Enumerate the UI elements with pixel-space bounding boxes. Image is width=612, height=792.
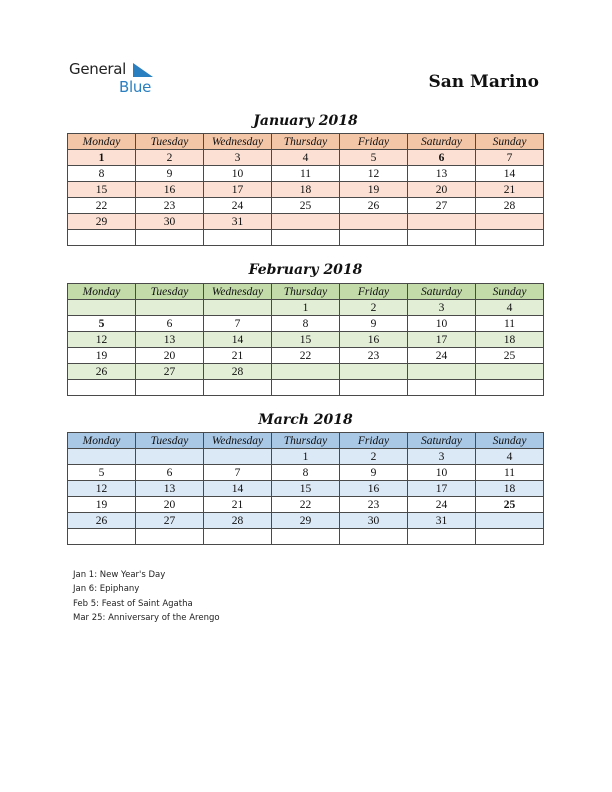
day-cell: 6 — [136, 465, 204, 481]
day-cell: 25 — [476, 348, 544, 364]
empty-day-cell — [68, 380, 136, 396]
empty-day-cell — [272, 364, 340, 380]
day-cell: 26 — [68, 513, 136, 529]
day-cell: 22 — [272, 497, 340, 513]
holiday-note: Jan 6: Epiphany — [73, 584, 140, 595]
weekday-header: Tuesday — [136, 433, 204, 449]
day-cell: 19 — [68, 348, 136, 364]
day-cell: 10 — [408, 316, 476, 332]
day-cell: 16 — [340, 332, 408, 348]
day-cell: 30 — [340, 513, 408, 529]
week-row — [68, 230, 544, 246]
logo-triangle-icon — [133, 63, 153, 77]
day-cell: 18 — [476, 332, 544, 348]
day-cell: 5 — [340, 150, 408, 166]
calendar-january — [67, 133, 544, 246]
day-cell: 27 — [408, 198, 476, 214]
day-cell: 11 — [476, 465, 544, 481]
empty-day-cell — [340, 364, 408, 380]
day-cell: 8 — [68, 166, 136, 182]
day-cell: 20 — [408, 182, 476, 198]
weekday-header-row — [68, 433, 544, 449]
empty-day-cell — [340, 214, 408, 230]
day-cell: 17 — [408, 332, 476, 348]
week-row — [68, 332, 544, 348]
day-cell: 13 — [408, 166, 476, 182]
empty-day-cell — [204, 449, 272, 465]
day-cell: 6 — [408, 150, 476, 166]
day-cell: 10 — [204, 166, 272, 182]
day-cell: 11 — [476, 316, 544, 332]
empty-day-cell — [68, 529, 136, 545]
day-cell: 17 — [408, 481, 476, 497]
day-cell: 25 — [272, 198, 340, 214]
day-cell: 2 — [340, 300, 408, 316]
empty-day-cell — [136, 529, 204, 545]
empty-day-cell — [272, 230, 340, 246]
weekday-header: Wednesday — [204, 134, 272, 150]
empty-day-cell — [408, 364, 476, 380]
empty-day-cell — [476, 364, 544, 380]
empty-day-cell — [408, 230, 476, 246]
weekday-header-row — [68, 134, 544, 150]
general-blue-logo — [69, 60, 169, 100]
day-cell: 4 — [476, 300, 544, 316]
day-cell: 7 — [204, 465, 272, 481]
day-cell: 14 — [204, 332, 272, 348]
day-cell: 20 — [136, 497, 204, 513]
empty-day-cell — [68, 300, 136, 316]
day-cell: 13 — [136, 481, 204, 497]
week-row — [68, 449, 544, 465]
weekday-header: Monday — [68, 433, 136, 449]
day-cell: 19 — [340, 182, 408, 198]
empty-day-cell — [476, 214, 544, 230]
holiday-note: Jan 1: New Year's Day — [73, 570, 166, 580]
empty-day-cell — [476, 230, 544, 246]
week-row — [68, 150, 544, 166]
country-title: San Marino — [428, 72, 539, 92]
weekday-header: Friday — [340, 433, 408, 449]
empty-day-cell — [476, 513, 544, 529]
week-row — [68, 380, 544, 396]
weekday-header: Wednesday — [204, 284, 272, 300]
day-cell: 31 — [408, 513, 476, 529]
weekday-header: Sunday — [476, 284, 544, 300]
empty-day-cell — [136, 449, 204, 465]
week-row — [68, 166, 544, 182]
week-row — [68, 465, 544, 481]
day-cell: 14 — [204, 481, 272, 497]
weekday-header: Thursday — [272, 284, 340, 300]
week-row — [68, 364, 544, 380]
weekday-header: Saturday — [408, 284, 476, 300]
empty-day-cell — [340, 529, 408, 545]
week-row — [68, 513, 544, 529]
day-cell: 27 — [136, 513, 204, 529]
empty-day-cell — [136, 380, 204, 396]
day-cell: 29 — [68, 214, 136, 230]
weekday-header: Monday — [68, 134, 136, 150]
day-cell: 8 — [272, 316, 340, 332]
day-cell: 1 — [272, 449, 340, 465]
day-cell: 30 — [136, 214, 204, 230]
empty-day-cell — [272, 529, 340, 545]
weekday-header: Friday — [340, 284, 408, 300]
empty-day-cell — [204, 380, 272, 396]
day-cell: 24 — [408, 497, 476, 513]
day-cell: 22 — [272, 348, 340, 364]
day-cell: 5 — [68, 316, 136, 332]
day-cell: 15 — [68, 182, 136, 198]
empty-day-cell — [408, 214, 476, 230]
day-cell: 4 — [476, 449, 544, 465]
day-cell: 4 — [272, 150, 340, 166]
day-cell: 11 — [272, 166, 340, 182]
day-cell: 3 — [408, 449, 476, 465]
day-cell: 12 — [68, 332, 136, 348]
day-cell: 21 — [204, 497, 272, 513]
day-cell: 12 — [340, 166, 408, 182]
day-cell: 15 — [272, 481, 340, 497]
weekday-header: Friday — [340, 134, 408, 150]
empty-day-cell — [68, 230, 136, 246]
weekday-header-row — [68, 284, 544, 300]
day-cell: 3 — [408, 300, 476, 316]
day-cell: 23 — [340, 348, 408, 364]
day-cell: 17 — [204, 182, 272, 198]
empty-day-cell — [68, 449, 136, 465]
empty-day-cell — [136, 300, 204, 316]
week-row — [68, 300, 544, 316]
day-cell: 7 — [476, 150, 544, 166]
week-row — [68, 497, 544, 513]
weekday-header: Wednesday — [204, 433, 272, 449]
weekday-header: Thursday — [272, 433, 340, 449]
day-cell: 16 — [136, 182, 204, 198]
calendar-february — [67, 283, 544, 396]
day-cell: 9 — [340, 465, 408, 481]
day-cell: 20 — [136, 348, 204, 364]
day-cell: 28 — [476, 198, 544, 214]
empty-day-cell — [204, 230, 272, 246]
week-row — [68, 316, 544, 332]
empty-day-cell — [476, 529, 544, 545]
holiday-note: Feb 5: Feast of Saint Agatha — [73, 598, 193, 609]
logo-word-blue: Blue — [119, 78, 151, 96]
weekday-header: Sunday — [476, 433, 544, 449]
weekday-header: Tuesday — [136, 284, 204, 300]
day-cell: 2 — [340, 449, 408, 465]
month-title-february: February 2018 — [248, 262, 363, 278]
month-title-january: January 2018 — [253, 113, 358, 129]
week-row — [68, 481, 544, 497]
weekday-header: Monday — [68, 284, 136, 300]
day-cell: 7 — [204, 316, 272, 332]
empty-day-cell — [204, 300, 272, 316]
weekday-header: Thursday — [272, 134, 340, 150]
day-cell: 5 — [68, 465, 136, 481]
day-cell: 28 — [204, 513, 272, 529]
day-cell: 8 — [272, 465, 340, 481]
weekday-header: Saturday — [408, 134, 476, 150]
day-cell: 16 — [340, 481, 408, 497]
day-cell: 26 — [68, 364, 136, 380]
day-cell: 10 — [408, 465, 476, 481]
day-cell: 9 — [340, 316, 408, 332]
week-row — [68, 529, 544, 545]
holiday-note: Mar 25: Anniversary of the Arengo — [73, 612, 220, 623]
day-cell: 24 — [408, 348, 476, 364]
day-cell: 21 — [476, 182, 544, 198]
day-cell: 22 — [68, 198, 136, 214]
day-cell: 25 — [476, 497, 544, 513]
holiday-notes — [73, 568, 220, 625]
day-cell: 29 — [272, 513, 340, 529]
week-row — [68, 348, 544, 364]
week-row — [68, 198, 544, 214]
day-cell: 18 — [272, 182, 340, 198]
empty-day-cell — [408, 380, 476, 396]
month-title-march: March 2018 — [258, 412, 353, 428]
day-cell: 28 — [204, 364, 272, 380]
day-cell: 23 — [136, 198, 204, 214]
empty-day-cell — [340, 380, 408, 396]
day-cell: 18 — [476, 481, 544, 497]
day-cell: 9 — [136, 166, 204, 182]
calendar-march — [67, 432, 544, 545]
day-cell: 21 — [204, 348, 272, 364]
day-cell: 14 — [476, 166, 544, 182]
day-cell: 27 — [136, 364, 204, 380]
week-row — [68, 214, 544, 230]
day-cell: 12 — [68, 481, 136, 497]
day-cell: 1 — [272, 300, 340, 316]
day-cell: 3 — [204, 150, 272, 166]
empty-day-cell — [272, 214, 340, 230]
logo-word-general: General — [69, 60, 127, 78]
day-cell: 6 — [136, 316, 204, 332]
weekday-header: Tuesday — [136, 134, 204, 150]
weekday-header: Sunday — [476, 134, 544, 150]
empty-day-cell — [340, 230, 408, 246]
day-cell: 31 — [204, 214, 272, 230]
empty-day-cell — [476, 380, 544, 396]
day-cell: 2 — [136, 150, 204, 166]
day-cell: 26 — [340, 198, 408, 214]
day-cell: 19 — [68, 497, 136, 513]
day-cell: 24 — [204, 198, 272, 214]
weekday-header: Saturday — [408, 433, 476, 449]
day-cell: 13 — [136, 332, 204, 348]
empty-day-cell — [204, 529, 272, 545]
empty-day-cell — [136, 230, 204, 246]
day-cell: 15 — [272, 332, 340, 348]
empty-day-cell — [272, 380, 340, 396]
empty-day-cell — [408, 529, 476, 545]
week-row — [68, 182, 544, 198]
day-cell: 23 — [340, 497, 408, 513]
day-cell: 1 — [68, 150, 136, 166]
